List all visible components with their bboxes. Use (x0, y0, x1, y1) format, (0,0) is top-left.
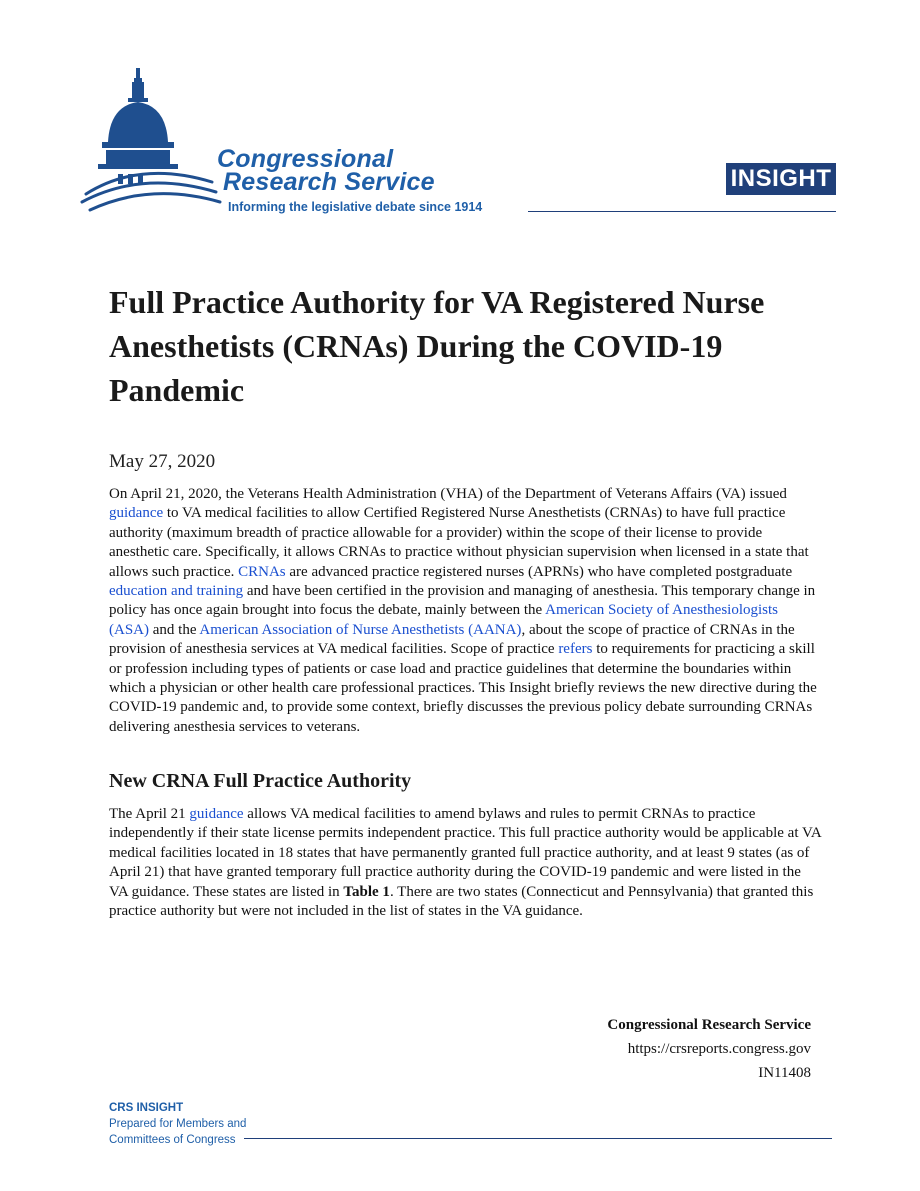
logo-wordmark-line1: Congressional (217, 145, 394, 173)
intro-paragraph: On April 21, 2020, the Veterans Health Administration (VHA) of the Department of Veterans Affairs (VA) issued guidance to VA medical facilities to allow Certified Registered Nurse Anesthetists (CRNAs) to have full practice authority (maximum breadth of practice allowable for a provider) within the scope of their license to provide anesthetic care. Specifically, it allows CRNAs to practice without physician supervision when licensed in a state that allows such practice. CRNAs are advanced practice registered nurses (APRNs) who have completed postgraduate education and training and have been certified in the provision and managing of anesthesia. This temporary change in policy has once again brought into focus the debate, mainly between the American Society of Anesthesiologists (ASA) and the American Association of Nurse Anesthetists (AANA), about the scope of practice of CRNAs in the provision of anesthesia services at VA medical facilities. Scope of practice refers to requirements for practicing a skill or profession including types of patients or case load and practice guidelines that determine the boundaries within which a physician or other health care professional practices. This Insight briefly reviews the new directive during the COVID-19 pandemic and, to provide some context, briefly discusses the previous policy debate surrounding CRNAs delivering anesthesia services to veterans. (109, 486, 817, 735)
education-training-link[interactable]: education and training (109, 583, 244, 600)
logo-tagline: Informing the legislative debate since 1914 (228, 200, 483, 214)
guidance-link[interactable]: guidance (109, 505, 164, 522)
section-heading: New CRNA Full Practice Authority (109, 770, 412, 792)
crnas-link[interactable]: CRNAs (238, 563, 286, 580)
crs-logo (80, 64, 500, 224)
logo-wordmark-line2: Research Service (223, 168, 435, 196)
section-paragraph: The April 21 guidance allows VA medical facilities to amend bylaws and rules to permit CRNAs to practice independently if their state license permits independent practice. This full practice authority would be applicable at VA medical facilities located in 18 states that have permanently granted full practice authority, and at least 9 states (as of April 21) that have granted temporary full practice authority during the COVID-19 pandemic and were listed in the VA guidance. These states are listed in Table 1. There are two states (Connecticut and Pennsylvania) that granted this practice authority but were not included in the list of states in the VA guidance. (109, 806, 821, 920)
refers-link[interactable]: refers (558, 641, 593, 658)
footer-org: Congressional Research Service (607, 1017, 811, 1033)
document-title: Full Practice Authority for VA Registered Nurse Anesthetists (CRNAs) During the COVID-19 Pandemic (109, 284, 765, 408)
document-date: May 27, 2020 (109, 451, 216, 472)
prepared-for-line2: Committees of Congress (109, 1134, 236, 1146)
insight-badge: INSIGHT (726, 163, 836, 195)
prepared-for-line1: Prepared for Members and (109, 1118, 247, 1130)
report-footer (607, 1013, 811, 1085)
crs-insight-label: CRS INSIGHT (109, 1102, 184, 1114)
header-divider (528, 211, 836, 212)
aana-link[interactable]: American Association of Nurse Anesthetists (AANA) (199, 621, 522, 638)
capitol-dome-icon (80, 64, 230, 214)
crs-insight-tag (109, 1100, 246, 1148)
footer-divider (244, 1138, 832, 1139)
asa-link[interactable]: American Society of Anesthesiologists (ASA) (109, 602, 779, 638)
guidance-link-2[interactable]: guidance (189, 806, 244, 822)
footer-url: https://crsreports.congress.gov (627, 1041, 811, 1057)
table-reference: Table 1 (343, 883, 390, 900)
footer-report-id: IN11408 (758, 1065, 811, 1081)
